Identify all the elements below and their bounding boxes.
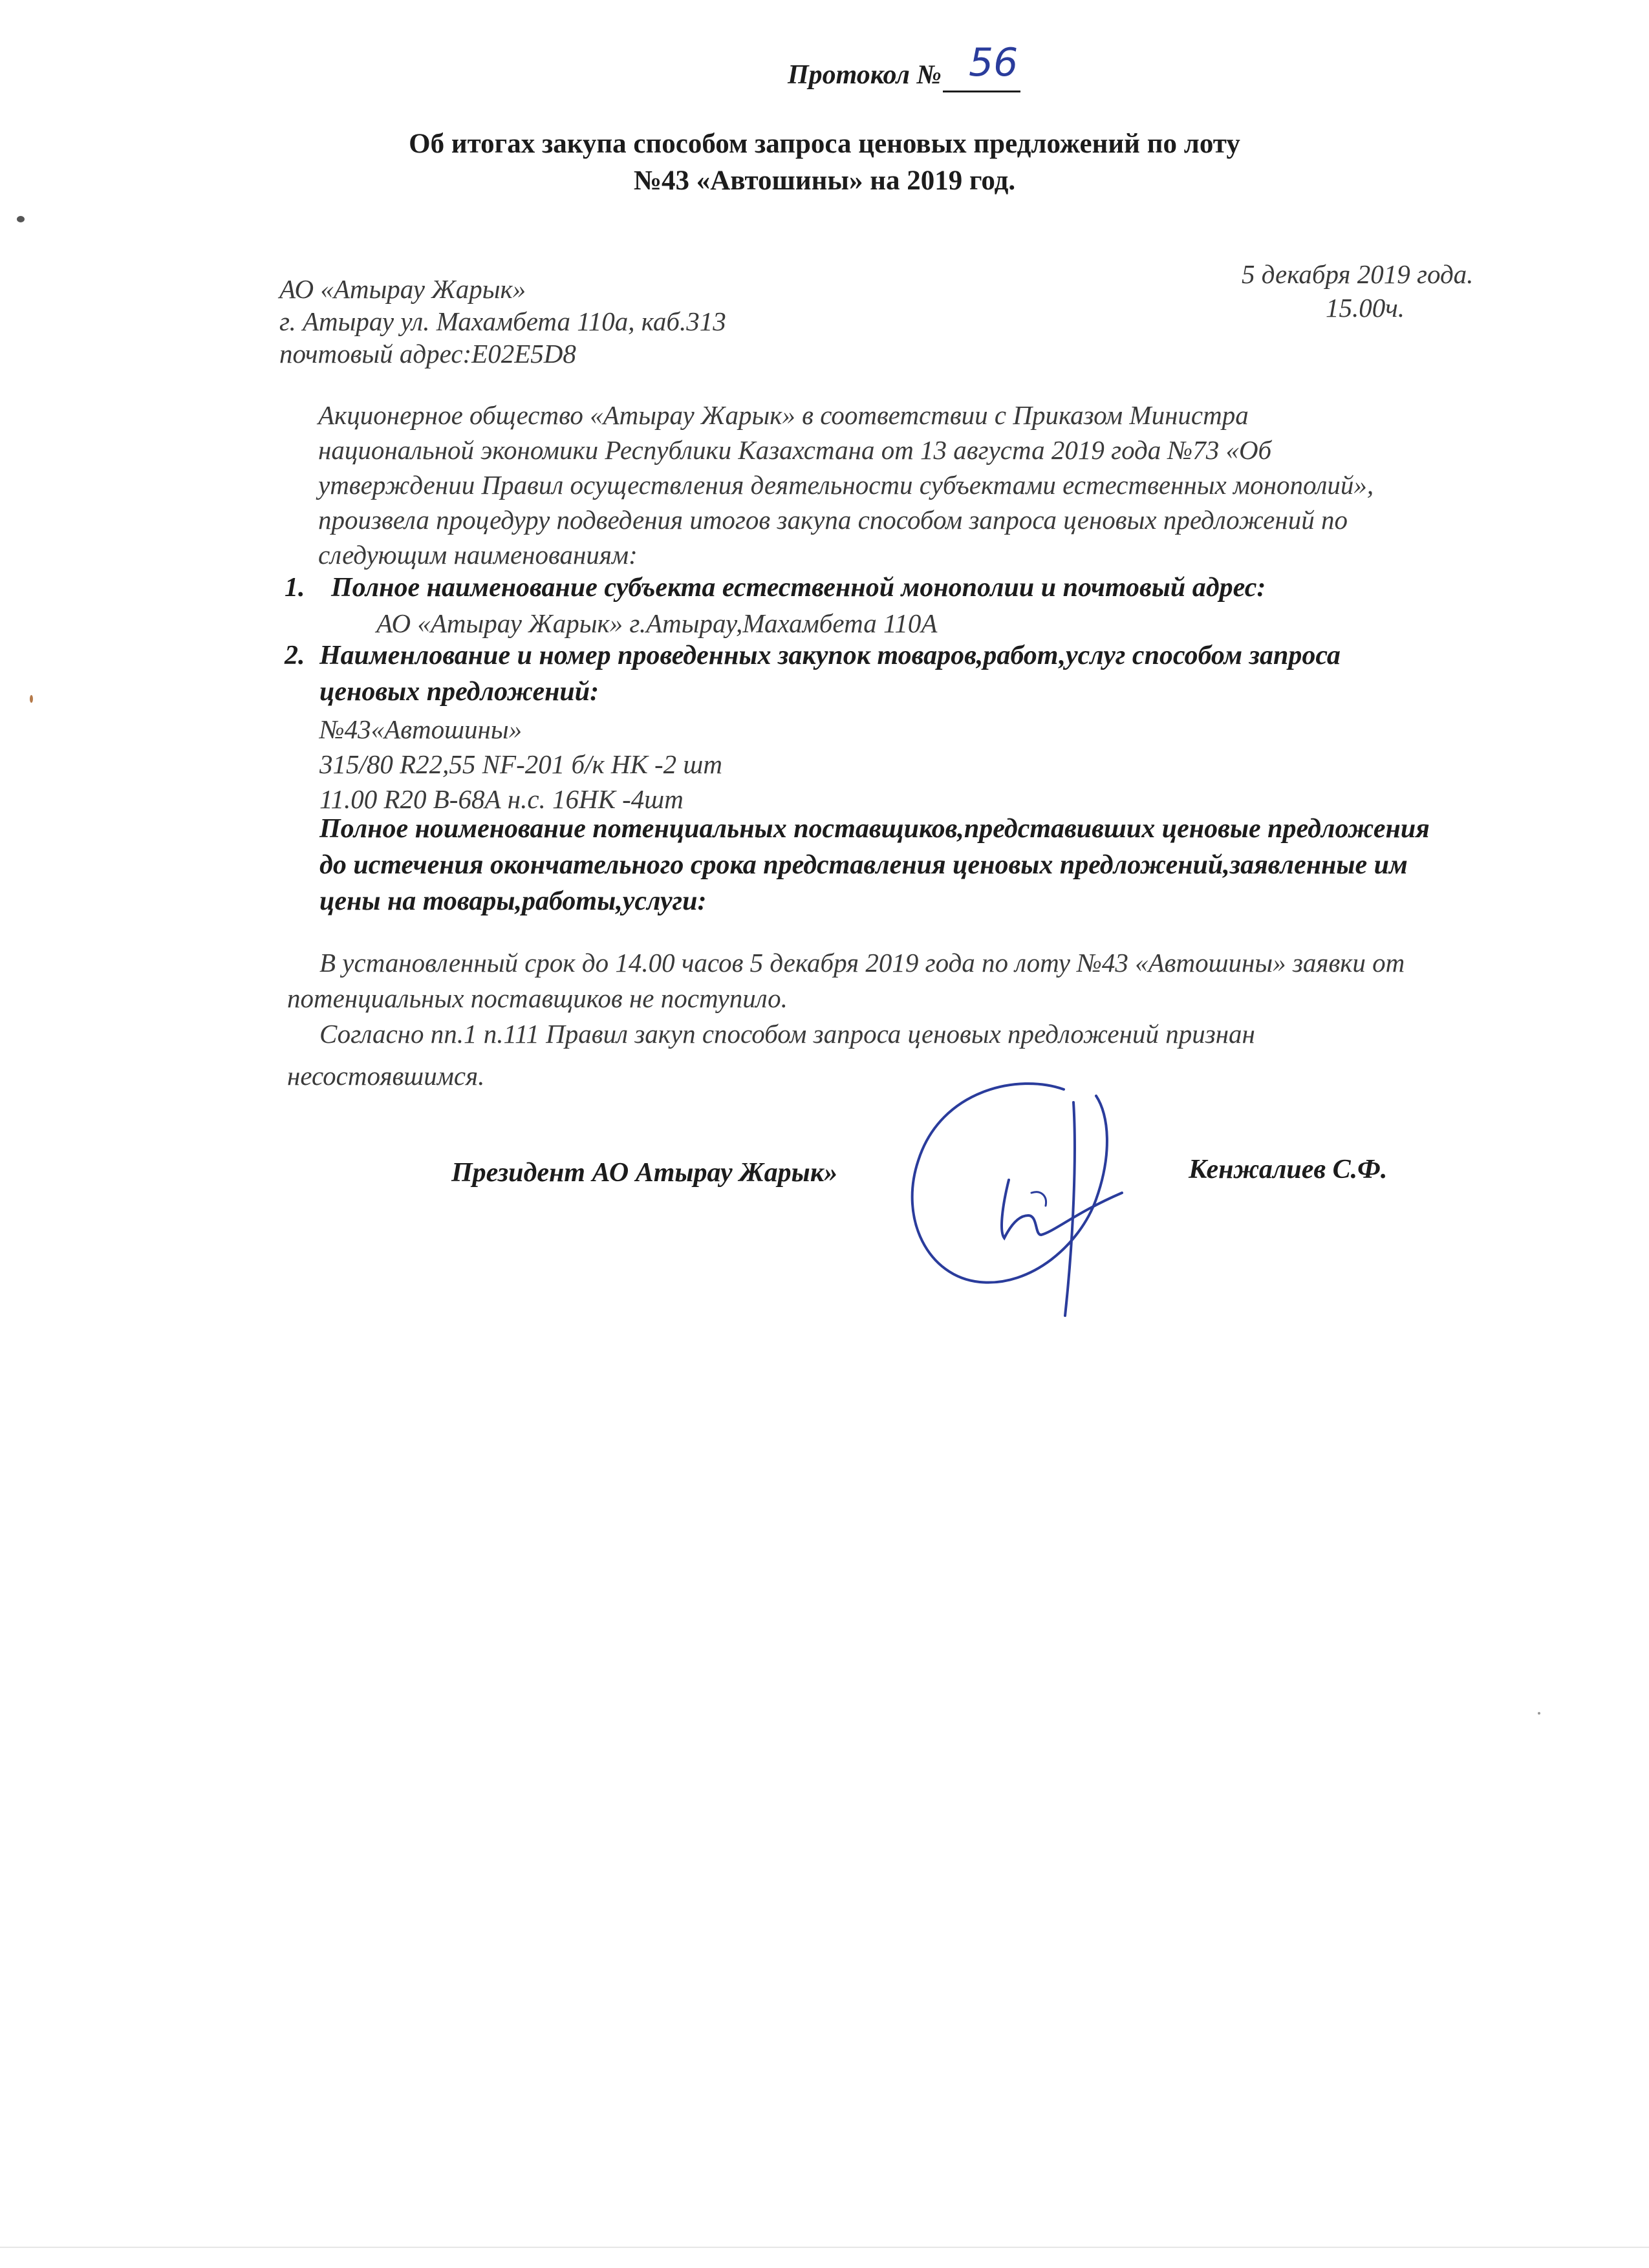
- intro-line: Акционерное общество «Атырау Жарык» в соответствии с Приказом Министра: [318, 400, 1249, 430]
- signatory-title: Президент АО Атырау Жарык»: [451, 1158, 838, 1188]
- item2-marker: 2.: [285, 641, 305, 670]
- item2-title-line2: ценовых предложений:: [319, 677, 599, 707]
- document-date: 5 декабря 2019 года.: [1242, 259, 1474, 289]
- organization-name: АО «Атырау Жарык»: [279, 274, 526, 304]
- item1-marker: 1.: [285, 573, 305, 603]
- item1-value: АО «Атырау Жарык» г.Атырау,Махамбета 110А: [376, 608, 938, 638]
- result-line4: несостоявшимся.: [287, 1061, 485, 1091]
- intro-line: национальной экономики Республики Казахстана от 13 августа 2019 года №73 «Об: [318, 435, 1272, 465]
- scan-speck: [1538, 1712, 1540, 1715]
- organization-address: г. Атырау ул. Махамбета 110а, каб.313: [279, 306, 726, 336]
- item1-title: Полное наименование субъекта естественной монополии и почтовый адрес:: [331, 573, 1266, 603]
- item2-lot: №43«Автошины»: [319, 714, 523, 744]
- scan-edge: [0, 2247, 1649, 2248]
- signatory-name: Кенжалиев С.Ф.: [1189, 1155, 1388, 1184]
- organization-postal: почтовый адрес:Е02Е5D8: [279, 339, 576, 369]
- result-line2: потенциальных поставщиков не поступило.: [287, 983, 788, 1013]
- item2-suppliers-line1: Полное ноименование потенциальных поставщиков,представивших ценовые предложения: [319, 814, 1430, 844]
- result-line3: Согласно пп.1 п.111 Правил закуп способом запроса ценовых предложений признан: [319, 1019, 1255, 1049]
- protocol-number-underline: [943, 91, 1020, 92]
- document-time: 15.00ч.: [1326, 293, 1405, 323]
- item2-title-line1: Наименлование и номер проведенных закупок товаров,работ,услуг способом запроса: [319, 641, 1341, 670]
- scan-speck: [17, 216, 25, 222]
- scan-speck: [30, 695, 33, 703]
- document-heading-line1: Об итогах закупа способом запроса ценовых предложений по лоту: [409, 129, 1240, 159]
- intro-line: утверждении Правил осуществления деятельности субъектами естественных монополий»,: [318, 470, 1374, 500]
- protocol-label: Протокол №: [788, 60, 942, 90]
- result-line1: В установленный срок до 14.00 часов 5 декабря 2019 года по лоту №43 «Автошины» заявки от: [319, 948, 1405, 978]
- item2-suppliers-line3: цены на товары,работы,услуги:: [319, 886, 707, 916]
- document-heading-line2: №43 «Автошины» на 2019 год.: [633, 166, 1016, 196]
- item2-suppliers-line2: до истечения окончательного срока представления ценовых предложений,заявленные им: [319, 850, 1408, 880]
- intro-line: следующим наименованиям:: [318, 540, 638, 570]
- item2-goods-line: 11.00 R20 В-68А н.с. 16НК -4шт: [319, 784, 684, 814]
- item2-goods-line: 315/80 R22,55 NF-201 б/к НК -2 шт: [319, 749, 722, 779]
- intro-line: произвела процедуру подведения итогов закупа способом запроса ценовых предложений по: [318, 505, 1348, 535]
- handwritten-signature: [902, 1076, 1148, 1329]
- protocol-number: 56: [969, 40, 1018, 85]
